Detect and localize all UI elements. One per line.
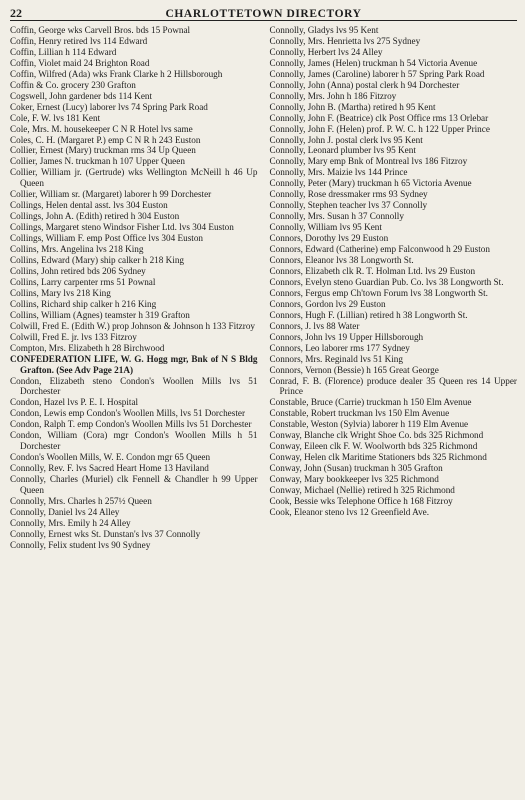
directory-entry: Connolly, Mary emp Bnk of Montreal lvs 186 Fitzroy bbox=[269, 156, 468, 167]
left-column bbox=[10, 25, 258, 551]
directory-entry: Coles, C. H. (Margaret P.) emp C N R h 243 Euston bbox=[10, 134, 201, 145]
directory-columns bbox=[10, 25, 517, 551]
directory-entry: Connolly, William lvs 95 Kent bbox=[269, 222, 382, 233]
directory-entry: Condon, Hazel lvs P. E. I. Hospital bbox=[10, 397, 139, 408]
directory-entry: Conway, Helen clk Maritime Stationers bds 325 Richmond bbox=[269, 452, 487, 463]
directory-entry: Collins, Richard ship calker h 216 King bbox=[10, 298, 157, 309]
directory-entry: Coffin, Henry retired lvs 114 Edward bbox=[10, 35, 148, 46]
advertisement-entry: CONFEDERATION LIFE, W. G. Hogg mgr, Bnk of N S Bldg Grafton. (See Adv Page 21A) bbox=[10, 353, 258, 375]
directory-entry: Collings, Margaret steno Windsor Fisher Ltd. lvs 304 Euston bbox=[10, 222, 234, 233]
directory-entry: Connors, Edward (Catherine) emp Falconwood h 29 Euston bbox=[269, 244, 490, 255]
directory-entry: Connors, Elizabeth clk R. T. Holman Ltd. lvs 29 Euston bbox=[269, 265, 476, 276]
directory-entry: Constable, Robert truckman lvs 150 Elm Avenue bbox=[269, 408, 450, 419]
directory-entry: Connors, John lvs 19 Upper Hillsborough bbox=[269, 331, 424, 342]
directory-entry: Connors, Vernon (Bessie) h 165 Great George bbox=[269, 364, 439, 375]
directory-entry: Coker, Ernest (Lucy) laborer lvs 74 Spring Park Road bbox=[10, 101, 208, 112]
directory-entry: Connors, Mrs. Reginald lvs 51 King bbox=[269, 353, 403, 364]
directory-entry: Connolly, Mrs. Henrietta lvs 275 Sydney bbox=[269, 35, 421, 46]
directory-entry: Conway, Michael (Nellie) retired h 325 Richmond bbox=[269, 485, 455, 496]
directory-entry: Connolly, James (Caroline) laborer h 57 Spring Park Road bbox=[269, 68, 485, 79]
directory-entry: Connors, Gordon lvs 29 Euston bbox=[269, 298, 386, 309]
directory-entry: Connors, Leo laborer rms 177 Sydney bbox=[269, 342, 410, 353]
right-column bbox=[270, 25, 518, 551]
directory-entry: Collins, Mary lvs 218 King bbox=[10, 287, 111, 298]
directory-entry: Collings, William F. emp Post Office lvs 304 Euston bbox=[10, 233, 204, 244]
directory-entry: Collier, James N. truckman h 107 Upper Queen bbox=[10, 156, 185, 167]
directory-entry: Connolly, Felix student lvs 90 Sydney bbox=[10, 539, 151, 550]
directory-entry: Collier, William jr. (Gertrude) wks Wellington McNeill h 46 Up Queen bbox=[10, 167, 258, 189]
directory-entry: Condon, William (Cora) mgr Condon's Woollen Mills h 51 Dorchester bbox=[10, 430, 258, 452]
directory-entry: Cogswell, John gardener bds 114 Kent bbox=[10, 90, 153, 101]
directory-entry: Conway, Eileen clk F. W. Woolworth bds 325 Richmond bbox=[269, 441, 478, 452]
directory-entry: Connolly, Gladys lvs 95 Kent bbox=[269, 25, 379, 35]
directory-entry: Cook, Eleanor steno lvs 12 Greenfield Ave. bbox=[269, 506, 430, 517]
directory-entry: Cole, Mrs. M. housekeeper C N R Hotel lvs same bbox=[10, 123, 193, 134]
directory-entry: Connolly, Peter (Mary) truckman h 65 Victoria Avenue bbox=[269, 178, 472, 189]
directory-entry: Cook, Bessie wks Telephone Office h 168 Fitzroy bbox=[269, 495, 453, 506]
directory-entry: Collier, Ernest (Mary) truckman rms 34 Up Queen bbox=[10, 145, 196, 156]
directory-entry: Connolly, Stephen teacher lvs 37 Connolly bbox=[269, 200, 428, 211]
directory-entry: Collins, Larry carpenter rms 51 Pownal bbox=[10, 276, 156, 287]
page-title: CHARLOTTETOWN DIRECTORY bbox=[165, 8, 362, 20]
directory-entry: Coffin, Wilfred (Ada) wks Frank Clarke h 2 Hillsborough bbox=[10, 68, 223, 79]
directory-entry: Connors, Eleanor lvs 38 Longworth St. bbox=[269, 255, 414, 266]
directory-entry: Constable, Weston (Sylvia) laborer h 119 Elm Avenue bbox=[269, 419, 469, 430]
directory-entry: Condon's Woollen Mills, W. E. Condon mgr 65 Queen bbox=[10, 452, 211, 463]
directory-entry: Collings, Helen dental asst. lvs 304 Euston bbox=[10, 200, 168, 211]
directory-entry: Connolly, Leonard plumber lvs 95 Kent bbox=[269, 145, 416, 156]
directory-entry: Connors, Dorothy lvs 29 Euston bbox=[269, 233, 389, 244]
directory-entry: Connolly, Mrs. Charles h 257½ Queen bbox=[10, 495, 152, 506]
directory-entry: Connolly, John F. (Helen) prof. P. W. C. h 122 Upper Prince bbox=[269, 123, 490, 134]
directory-entry: Condon, Lewis emp Condon's Woollen Mills, lvs 51 Dorchester bbox=[10, 408, 246, 419]
directory-entry: Connors, J. lvs 88 Water bbox=[269, 320, 360, 331]
directory-entry: Connolly, Herbert lvs 24 Alley bbox=[269, 46, 383, 57]
directory-entry: Connolly, Mrs. Susan h 37 Connolly bbox=[269, 211, 404, 222]
directory-entry: Coffin & Co. grocery 230 Grafton bbox=[10, 79, 136, 90]
directory-entry: Compton, Mrs. Elizabeth h 28 Birchwood bbox=[10, 342, 165, 353]
page-number: 22 bbox=[10, 6, 22, 20]
directory-entry: Connolly, John B. (Martha) retired h 95 Kent bbox=[269, 101, 436, 112]
directory-entry: Connolly, John (Anna) postal clerk h 94 Dorchester bbox=[269, 79, 460, 90]
directory-entry: Colwill, Fred E. jr. lvs 133 Fitzroy bbox=[10, 331, 137, 342]
page-header bbox=[10, 6, 517, 21]
directory-entry: Connors, Fergus emp Ch'town Forum lvs 38 Longworth St. bbox=[269, 287, 488, 298]
directory-entry: Connolly, Mrs. John h 186 Fitzroy bbox=[269, 90, 397, 101]
directory-entry: Connolly, Daniel lvs 24 Alley bbox=[10, 506, 120, 517]
directory-entry: Colwill, Fred E. (Edith W.) prop Johnson & Johnson h 133 Fitzroy bbox=[10, 320, 256, 331]
directory-entry: Connolly, Mrs. Emily h 24 Alley bbox=[10, 517, 131, 528]
directory-entry: Collins, Edward (Mary) ship calker h 218 King bbox=[10, 255, 185, 266]
directory-entry: Condon, Ralph T. emp Condon's Woollen Mills lvs 51 Dorchester bbox=[10, 419, 252, 430]
directory-entry: Conway, Blanche clk Wright Shoe Co. bds 325 Richmond bbox=[269, 430, 484, 441]
directory-entry: Constable, Bruce (Carrie) truckman h 150 Elm Avenue bbox=[269, 397, 472, 408]
directory-entry: Coffin, Lillian h 114 Edward bbox=[10, 46, 117, 57]
directory-entry: Connolly, John F. (Beatrice) clk Post Office rms 13 Orlebar bbox=[269, 112, 489, 123]
directory-entry: Collins, William (Agnes) teamster h 319 Grafton bbox=[10, 309, 190, 320]
directory-entry: Collins, John retired bds 206 Sydney bbox=[10, 265, 146, 276]
directory-entry: Connolly, Rev. F. lvs Sacred Heart Home 13 Haviland bbox=[10, 463, 209, 474]
directory-entry: Collins, Mrs. Angelina lvs 218 King bbox=[10, 244, 144, 255]
directory-entry: Condon, Elizabeth steno Condon's Woollen Mills lvs 51 Dorchester bbox=[10, 375, 258, 397]
directory-entry: Coffin, George wks Carvell Bros. bds 15 Pownal bbox=[10, 25, 191, 35]
directory-entry: Cole, F. W. lvs 181 Kent bbox=[10, 112, 101, 123]
directory-entry: Connors, Evelyn steno Guardian Pub. Co. lvs 38 Longworth St. bbox=[269, 276, 504, 287]
directory-entry: Conway, Mary bookkeeper lvs 325 Richmond bbox=[269, 474, 439, 485]
directory-entry: Connors, Hugh F. (Lillian) retired h 38 Longworth St. bbox=[269, 309, 468, 320]
directory-entry: Conrad, F. B. (Florence) produce dealer 35 Queen res 14 Upper Prince bbox=[269, 375, 517, 397]
directory-entry: Connolly, Rose dressmaker rms 93 Sydney bbox=[269, 189, 428, 200]
directory-entry: Connolly, James (Helen) truckman h 54 Victoria Avenue bbox=[269, 57, 478, 68]
directory-entry: Connolly, John J. postal clerk lvs 95 Kent bbox=[269, 134, 423, 145]
directory-entry: Connolly, Ernest wks St. Dunstan's lvs 37 Connolly bbox=[10, 528, 201, 539]
directory-entry: Coffin, Violet maid 24 Brighton Road bbox=[10, 57, 150, 68]
directory-entry: Collings, John A. (Edith) retired h 304 Euston bbox=[10, 211, 180, 222]
directory-entry: Collier, William sr. (Margaret) laborer h 99 Dorchester bbox=[10, 189, 212, 200]
directory-entry: Connolly, Mrs. Maizie lvs 144 Prince bbox=[269, 167, 408, 178]
directory-entry: Conway, John (Susan) truckman h 305 Grafton bbox=[269, 463, 443, 474]
directory-entry: Connolly, Charles (Muriel) clk Fennell & Chandler h 99 Upper Queen bbox=[10, 474, 258, 496]
